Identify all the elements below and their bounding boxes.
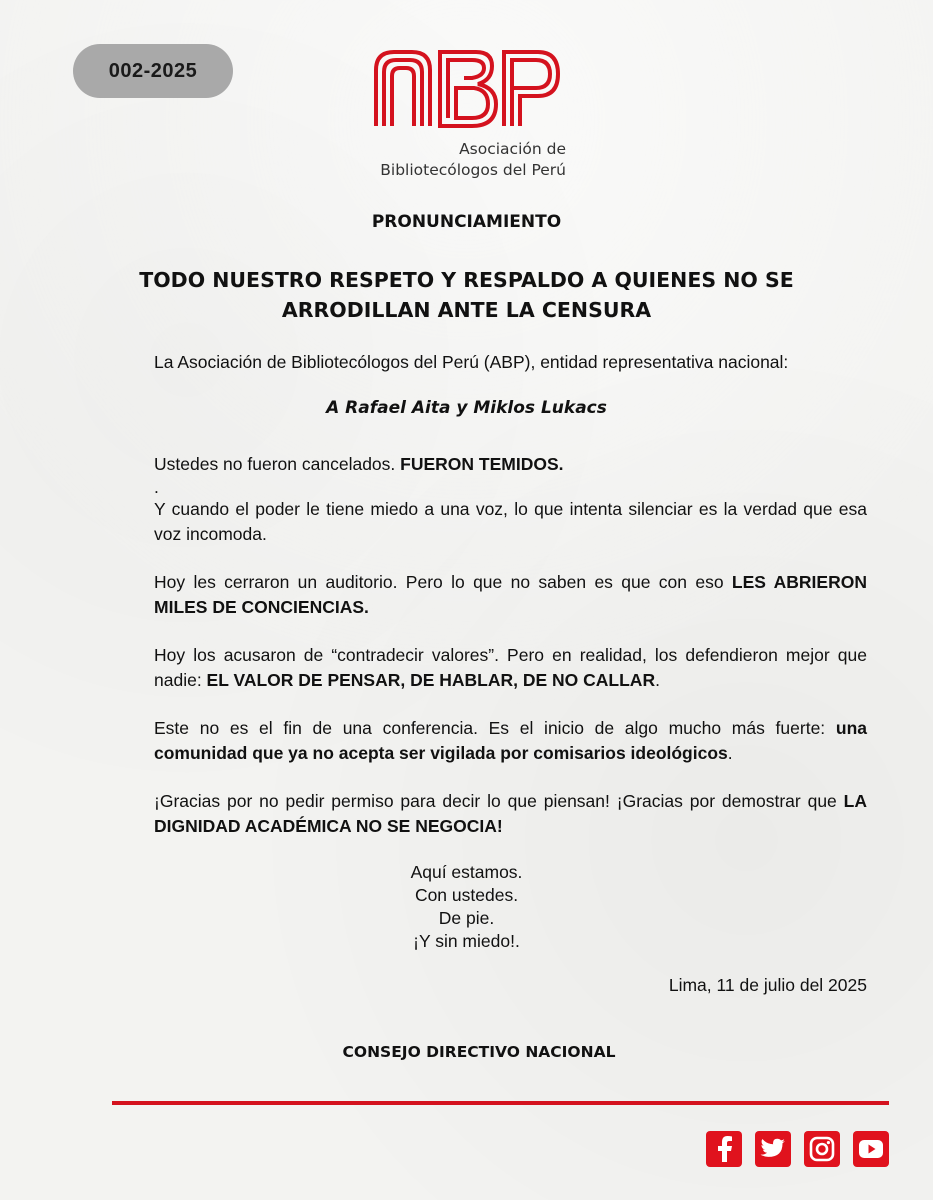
paragraph-4-emphasis: EL VALOR DE PENSAR, DE HABLAR, DE NO CALLAR: [206, 670, 656, 690]
document-number-badge: 002-2025: [73, 44, 233, 98]
title-line1: TODO NUESTRO RESPETO Y RESPALDO A QUIENES NO SE: [139, 268, 794, 292]
paragraph-4-end: .: [655, 670, 660, 690]
closing-line: Aquí estamos.: [410, 862, 523, 882]
closing-line: De pie.: [438, 908, 495, 928]
closing-line: ¡Y sin miedo!.: [413, 931, 520, 951]
footer-divider: [112, 1101, 889, 1105]
social-links: [706, 1131, 889, 1167]
paragraph-1: [154, 452, 867, 477]
paragraph-5-emphasis: una comunidad que ya no acepta ser vigilada por comisarios ideológicos: [154, 718, 867, 763]
paragraph-4: [154, 643, 867, 693]
abp-logo-mark: [372, 46, 562, 131]
signature: CONSEJO DIRECTIVO NACIONAL: [342, 1043, 616, 1061]
pronouncement-label: PRONUNCIAMIENTO: [371, 212, 562, 232]
paragraph-6-emphasis: LA DIGNIDAD ACADÉMICA NO SE NEGOCIA!: [154, 791, 867, 836]
title-line2: ARRODILLAN ANTE LA CENSURA: [281, 298, 652, 322]
paragraph-3-text: Hoy les cerraron un auditorio. Pero lo que no saben es que con eso: [154, 572, 732, 592]
facebook-icon[interactable]: [706, 1131, 742, 1167]
salutation: A Rafael Aita y Miklos Lukacs: [326, 398, 607, 418]
paragraph-5: [154, 716, 867, 766]
paragraph-4-text: Hoy los acusaron de “contradecir valores”. Pero en realidad, los defendieron mejor que nadie:: [154, 645, 867, 690]
twitter-icon[interactable]: [755, 1131, 791, 1167]
paragraph-6: [154, 789, 867, 839]
paragraph-3-emphasis: LES ABRIERON MILES DE CONCIENCIAS.: [154, 572, 867, 617]
paragraph-6-text: ¡Gracias por no pedir permiso para decir lo que piensan! ¡Gracias por demostrar que: [154, 791, 844, 811]
paragraph-5-end: .: [727, 743, 733, 763]
youtube-icon[interactable]: [853, 1131, 889, 1167]
organization-name-line1: Asociación de: [459, 140, 566, 158]
date-line: Lima, 11 de julio del 2025: [668, 975, 867, 995]
paragraph-3: [154, 570, 867, 620]
instagram-icon[interactable]: [804, 1131, 840, 1167]
paragraph-2: Y cuando el poder le tiene miedo a una voz, lo que intenta silenciar es la verdad que esa voz incomoda.: [154, 499, 867, 544]
paragraph-1-text: Ustedes no fueron cancelados.: [154, 454, 401, 474]
organization-name-line2: Bibliotecólogos del Perú: [380, 161, 566, 179]
paragraph-5-text: Este no es el fin de una conferencia. Es el inicio de algo mucho más fuerte:: [154, 718, 836, 738]
abp-logo: [372, 46, 562, 131]
organization-name: [376, 139, 566, 181]
closing-lines: [360, 861, 573, 953]
closing-line: Con ustedes.: [414, 885, 519, 905]
paragraph-dot: .: [154, 477, 159, 497]
paragraph-1-emphasis: FUERON TEMIDOS.: [400, 454, 564, 474]
intro-paragraph: La Asociación de Bibliotecólogos del Perú (ABP), entidad representativa nacional:: [154, 352, 789, 372]
document-title: [0, 265, 933, 325]
